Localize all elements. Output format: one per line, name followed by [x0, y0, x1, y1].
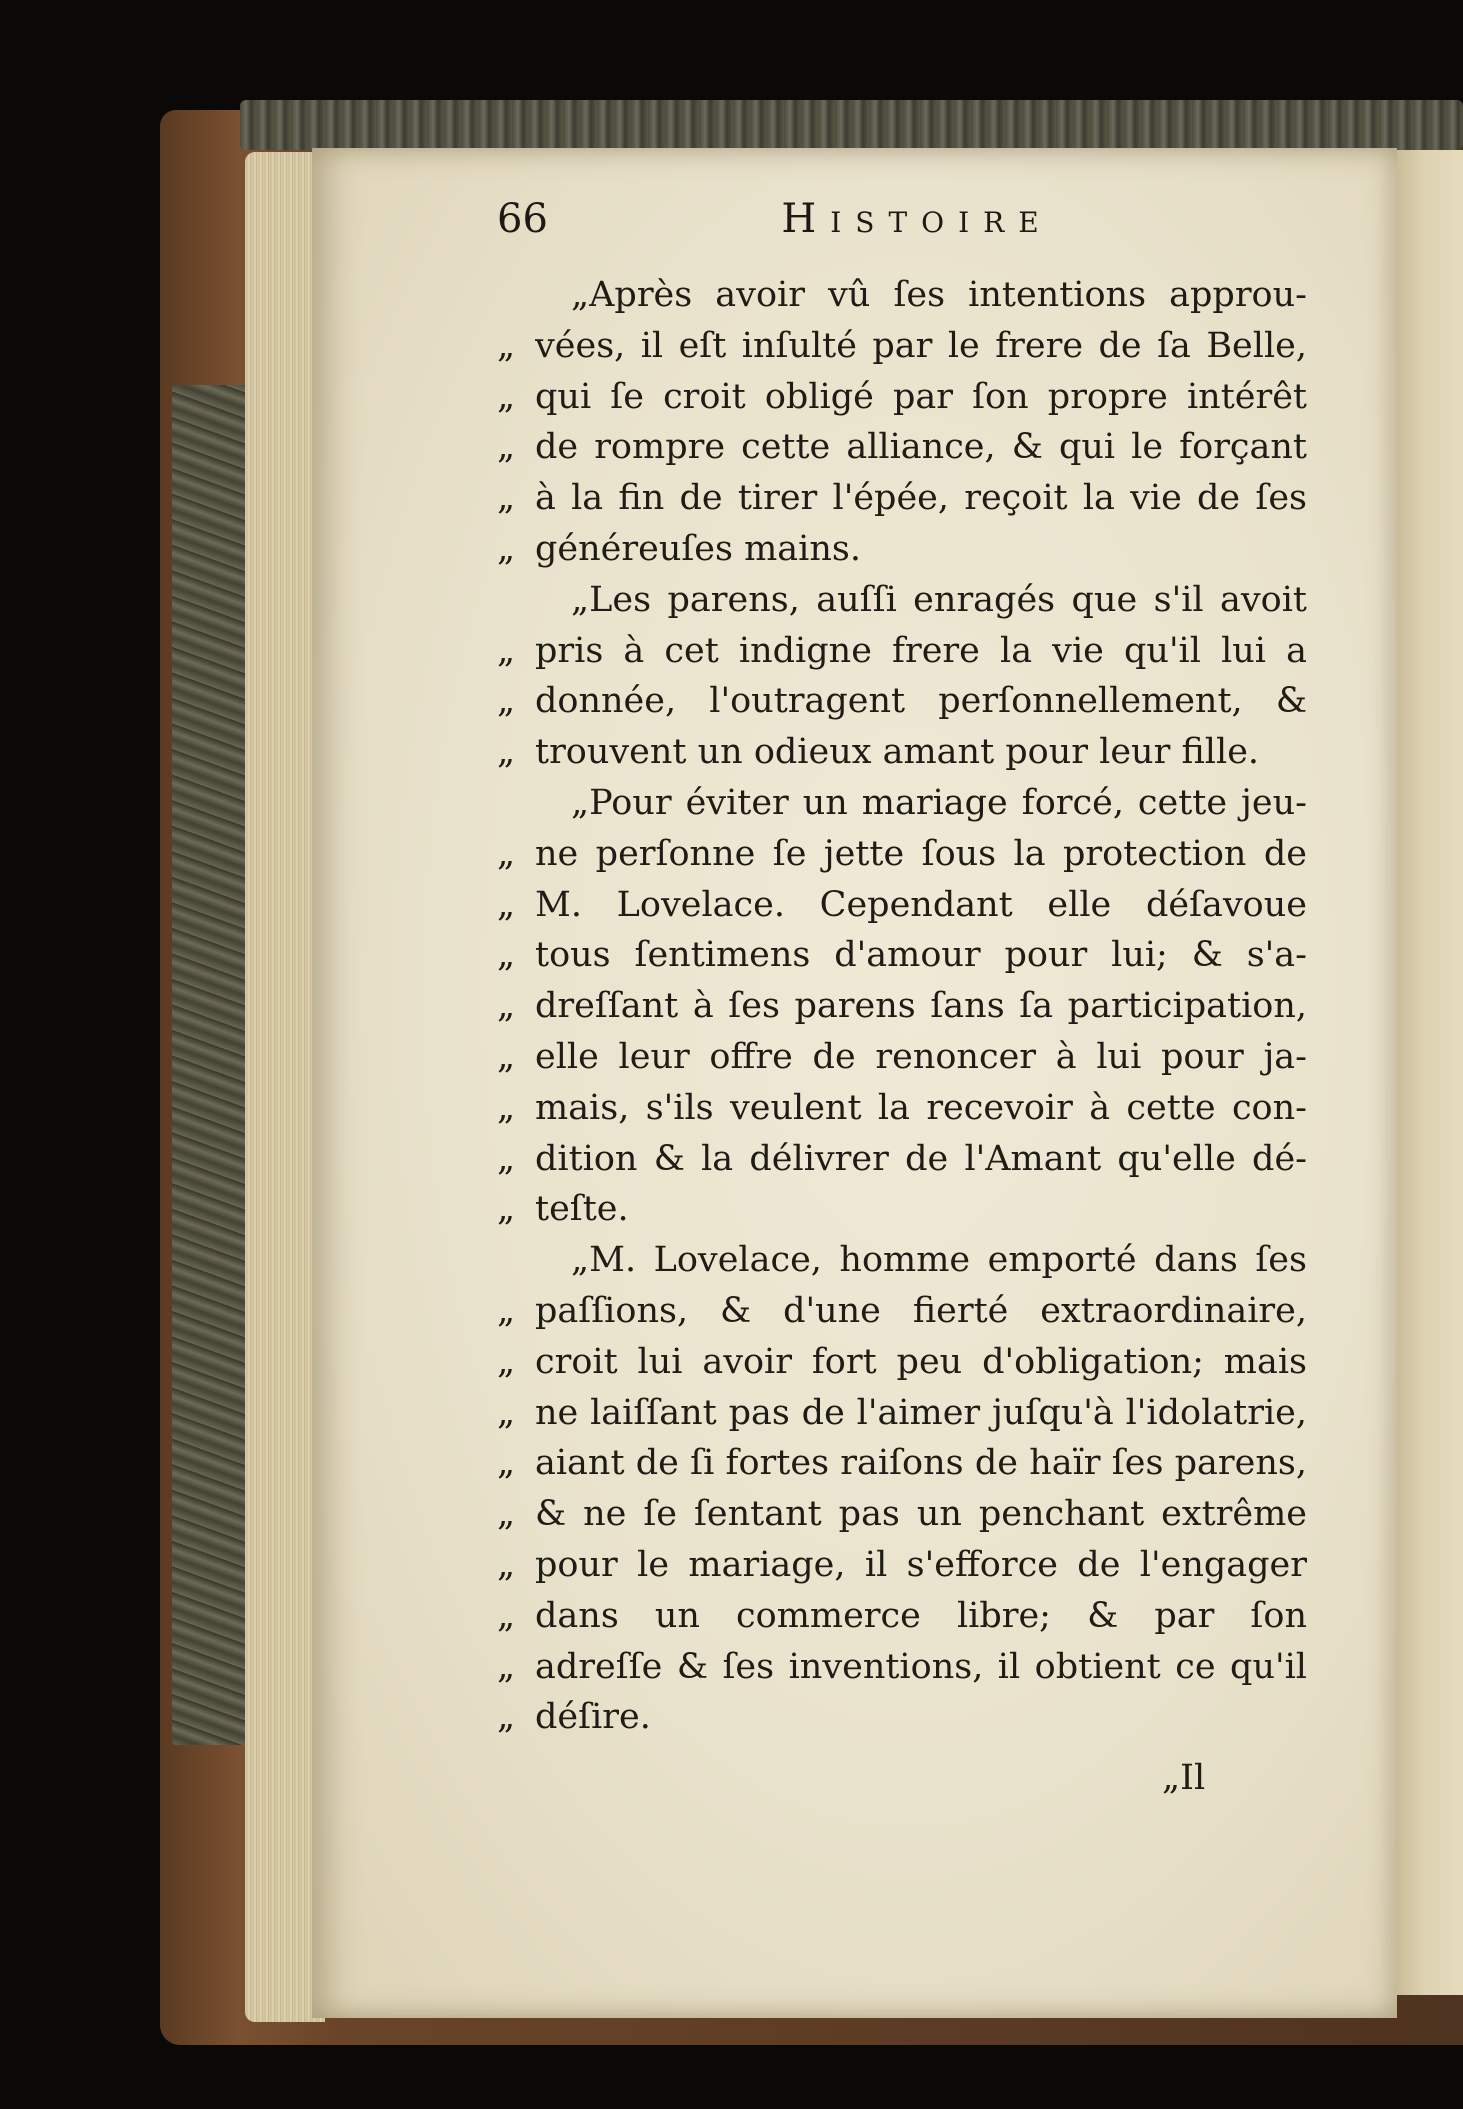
binding-top-edge	[240, 100, 1463, 150]
text-line	[497, 270, 1307, 321]
quote-mark: „	[497, 478, 516, 519]
line-text: à la fin de tirer l'épée, reçoit la vie de ſes	[535, 478, 1307, 519]
quote-mark: „	[497, 1036, 516, 1077]
quote-mark: „	[497, 1341, 516, 1382]
line-text: pris à cet indigne frere la vie qu'il lui a	[535, 630, 1307, 671]
text-line	[497, 778, 1307, 829]
text-line	[497, 1083, 1307, 1134]
text-line	[497, 1134, 1307, 1185]
quote-mark: „	[497, 1138, 516, 1179]
text-line	[497, 930, 1307, 981]
text-line	[497, 1489, 1307, 1540]
text-line	[497, 1184, 1307, 1235]
line-text: „Les parens, auſſi enragés que s'il avoit	[571, 579, 1307, 620]
text-line	[497, 1438, 1307, 1489]
line-text: généreuſes mains.	[535, 528, 861, 569]
quote-mark: „	[497, 325, 516, 366]
line-text: donnée, l'outragent perſonnellement, &	[535, 681, 1307, 722]
line-text: M. Lovelace. Cependant elle déſavoue	[535, 884, 1307, 925]
quote-mark: „	[497, 427, 516, 468]
line-text: dans un commerce libre; & par ſon	[535, 1595, 1307, 1636]
quote-mark	[497, 778, 535, 829]
quote-mark: „	[497, 935, 516, 976]
text-line	[497, 1286, 1307, 1337]
text-line	[497, 1642, 1307, 1693]
line-text: vées, il eſt inſulté par le frere de ſa Belle,	[535, 325, 1307, 366]
text-line	[497, 1235, 1307, 1286]
text-line	[497, 727, 1307, 778]
quote-mark: „	[497, 1697, 516, 1738]
line-text: pour le mariage, il s'efforce de l'engager	[535, 1544, 1307, 1585]
text-line	[497, 1388, 1307, 1439]
quote-mark	[497, 270, 535, 321]
quote-mark: „	[497, 986, 516, 1027]
line-text: tous ſentimens d'amour pour lui; & s'a-	[535, 935, 1307, 976]
line-text: teſte.	[535, 1189, 629, 1230]
facing-page-edge	[1395, 150, 1463, 1995]
text-line	[497, 473, 1307, 524]
marbled-board	[172, 385, 250, 1745]
line-text: ne laiſſant pas de l'aimer juſqu'à l'idolatrie,	[535, 1392, 1307, 1433]
quote-mark: „	[497, 1595, 516, 1636]
line-text: déſire.	[535, 1697, 651, 1738]
line-text: „M. Lovelace, homme emporté dans ſes	[571, 1240, 1307, 1281]
line-text: adreſſe & ſes inventions, il obtient ce qu'il	[535, 1646, 1307, 1687]
line-text: mais, s'ils veulent la recevoir à cette con-	[535, 1087, 1307, 1128]
page-number: 66	[497, 196, 548, 242]
line-text: qui ſe croit obligé par ſon propre intérêt	[535, 376, 1307, 417]
quote-mark: „	[497, 1392, 516, 1433]
line-text: croit lui avoir fort peu d'obligation; mais	[535, 1341, 1307, 1382]
quote-mark: „	[497, 1087, 516, 1128]
line-text: „Après avoir vû ſes intentions approu-	[571, 275, 1307, 315]
text-line	[497, 626, 1307, 677]
text-line	[497, 321, 1307, 372]
line-text: „Pour éviter un mariage forcé, cette jeu-	[571, 782, 1307, 823]
quote-mark: „	[497, 1189, 516, 1230]
page-header	[497, 196, 1397, 256]
text-line	[497, 524, 1307, 575]
line-text: paſſions, & d'une fierté extraordinaire,	[535, 1290, 1307, 1331]
quote-mark	[497, 1235, 535, 1286]
line-text: aiant de ſi fortes raiſons de haïr ſes parens,	[535, 1443, 1307, 1484]
quote-mark: „	[497, 1290, 516, 1331]
quote-mark: „	[497, 630, 516, 671]
catchword: „Il	[1162, 1758, 1206, 1798]
quote-mark: „	[497, 1544, 516, 1585]
text-line	[497, 372, 1307, 423]
text-line	[497, 880, 1307, 931]
line-text: de rompre cette alliance, & qui le forçant	[535, 427, 1307, 468]
running-title: Histoire	[781, 196, 1053, 242]
text-line	[497, 1032, 1307, 1083]
text-line	[497, 1337, 1307, 1388]
quote-mark: „	[497, 528, 516, 569]
line-text: trouvent un odieux amant pour leur fille.	[535, 732, 1260, 773]
text-line	[497, 422, 1307, 473]
text-line	[497, 676, 1307, 727]
book-page	[312, 148, 1397, 2018]
text-line	[497, 1692, 1307, 1743]
text-line	[497, 829, 1307, 880]
quote-mark	[497, 575, 535, 626]
quote-mark: „	[497, 1494, 516, 1535]
line-text: dreſſant à ſes parens ſans ſa participation,	[535, 986, 1307, 1027]
text-line	[497, 981, 1307, 1032]
text-line	[497, 1591, 1307, 1642]
line-text: dition & la délivrer de l'Amant qu'elle dé-	[535, 1138, 1307, 1179]
quote-mark: „	[497, 1443, 516, 1484]
quote-mark: „	[497, 376, 516, 417]
text-line	[497, 575, 1307, 626]
line-text: ne perſonne ſe jette ſous la protection de	[535, 833, 1307, 874]
text-line	[497, 1540, 1307, 1591]
line-text: elle leur offre de renoncer à lui pour ja-	[535, 1036, 1307, 1077]
quote-mark: „	[497, 833, 516, 874]
quote-mark: „	[497, 732, 516, 773]
body-text	[497, 270, 1307, 1743]
quote-mark: „	[497, 1646, 516, 1687]
quote-mark: „	[497, 681, 516, 722]
line-text: & ne ſe ſentant pas un penchant extrême	[535, 1494, 1307, 1535]
quote-mark: „	[497, 884, 516, 925]
